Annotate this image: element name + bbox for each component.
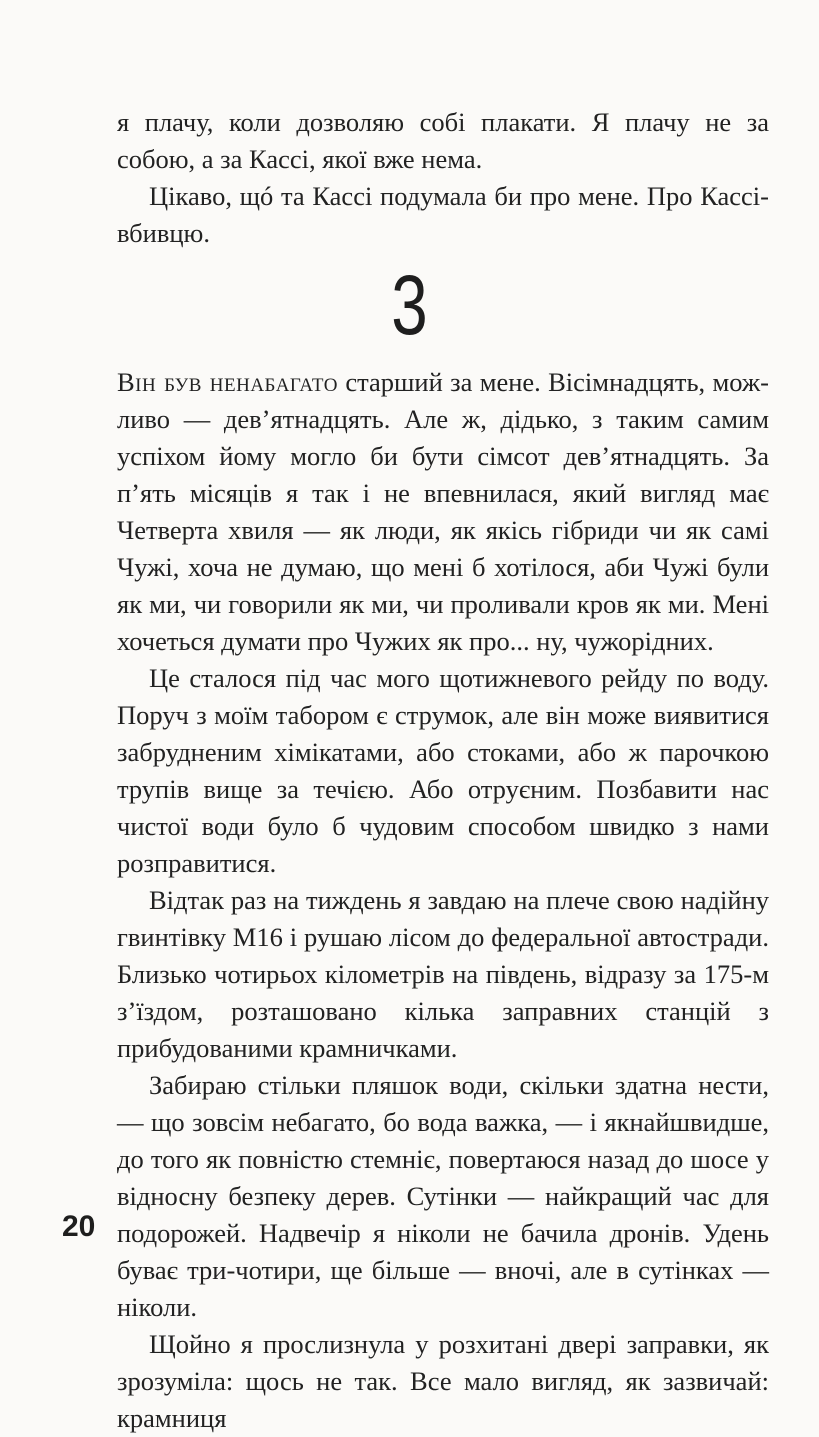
paragraph: Відтак раз на тиждень я завдаю на плече свою надійну гвинтівку М16 і рушаю лісом до федеральної автостради. Близько чотирьох кілометрів на південь, відразу за 175-м з’їздом, розташовано кілька заправних станцій з прибудованими крамничками. [117, 885, 769, 1063]
opening-paragraph-text: старший за мене. Вісімнадцять, можливо — дев’ятнадцять. Але ж, дідько, з таким самим успіхом йому могло би бути сімсот дев’ятнадцять. За п’ять місяців я так і не впевнилася, який вигляд має Четверта хвиля — як люди, як якісь гібриди чи як самі Чужі, хоча не думаю, що мені б хотілося, аби Чужі були як ми, чи говорили як ми, чи проливали кров як ми. Мені хочеться думати про Чужих як про... ну, чужорідних. [117, 367, 769, 656]
paragraph-continued: я плачу, коли дозволяю собі плакати. Я плачу не за собою, а за Кассі, якої вже нема. [117, 107, 769, 174]
paragraph: Цікаво, щó та Кассі подумала би про мене. Про Кассі-вбивцю. [117, 181, 769, 248]
opening-paragraph [117, 364, 769, 660]
paragraph: Щойно я прослизнула у розхитані двері заправки, як зрозуміла: щось не так. Все мало вигляд, як зазвичай: крамниця [117, 1329, 769, 1433]
chapter-number: 3 [391, 258, 428, 352]
paragraph: Це сталося під час мого щотижневого рейду по воду. Поруч з моїм табором є струмок, але він може виявитися забрудненим хімікатами, або стоками, або ж парочкою трупів вище за течією. Або отруєним. Позбавити нас чистої води було б чудовим способом швидко з нами розправитися. [117, 663, 769, 878]
previous-chapter-ending [117, 104, 769, 252]
chapter-body [117, 364, 769, 1437]
page-number: 20 [62, 1210, 96, 1243]
paragraph: Забираю стільки пляшок води, скільки здатна нести, — що зовсім небагато, бо вода важка, — і якнайшвидше, до того як повністю стемніє, повертаюся назад до шосе у відносну безпеку дерев. Сутінки — найкращий час для подорожей. Надвечір я ніколи не бачила дронів. Удень буває три-чотири, ще більше — вночі, але в сутінках — ніколи. [117, 1070, 769, 1322]
opening-small-caps: Він був ненабагато [117, 367, 338, 397]
